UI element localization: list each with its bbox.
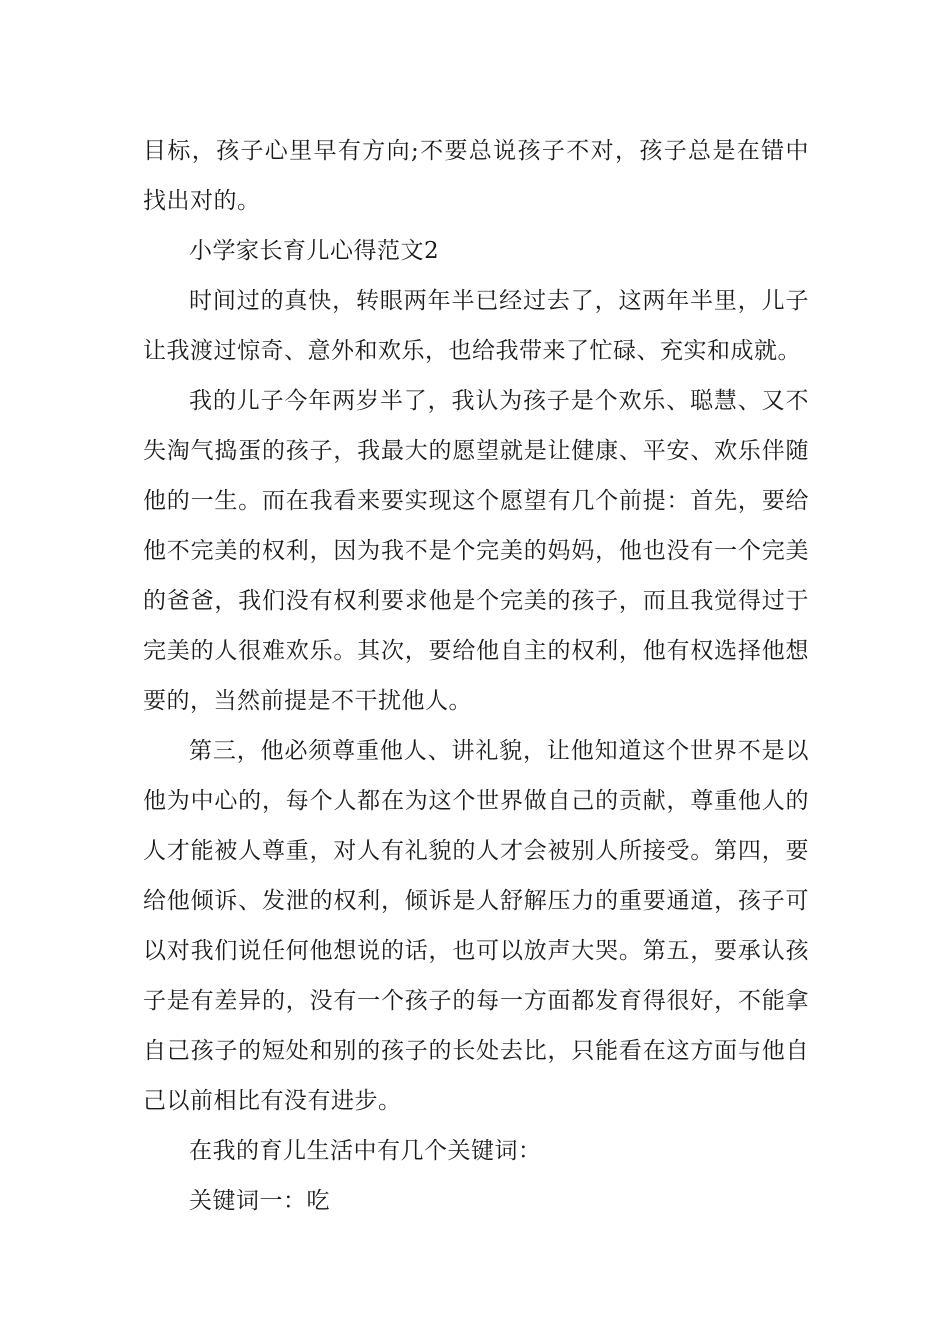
paragraph: 第三，他必须尊重他人、讲礼貌，让他知道这个世界不是以他为中心的，每个人都在为这个世界做自己的贡献，尊重他人的人才能被人尊重，对人有礼貌的人才会被别人所接受。第四，要给他倾诉、发泄的权利，倾诉是人舒解压力的重要通道，孩子可以对我们说任何他想说的话，也可以放声大哭。第五，要承认孩子是有差异的，没有一个孩子的每一方面都发育得很好，不能拿自己孩子的短处和别的孩子的长处去比，只能看在这方面与他自己以前相比有没有进步。 [143, 738, 809, 1114]
paragraph: 我的儿子今年两岁半了，我认为孩子是个欢乐、聪慧、又不失淘气捣蛋的孩子，我最大的愿望就是让健康、平安、欢乐伴随他的一生。而在我看来要实现这个愿望有几个前提：首先，要给他不完美的权利，因为我不是个完美的妈妈，他也没有一个完美的爸爸，我们没有权利要求他是个完美的孩子，而且我觉得过于完美的人很难欢乐。其次，要给他自主的权利，他有权选择他想要的，当然前提是不干扰他人。 [143, 388, 809, 714]
paragraph-continuation: 目标，孩子心里早有方向;不要总说孩子不对，孩子总是在错中找出对的。 [143, 138, 809, 214]
section-heading: 小学家长育儿心得范文2 [189, 238, 440, 264]
paragraph: 在我的育儿生活中有几个关键词： [189, 1138, 542, 1164]
keyword-heading: 关键词一：吃 [189, 1188, 330, 1214]
document-page [143, 126, 809, 1226]
paragraph: 时间过的真快，转眼两年半已经过去了，这两年半里，儿子让我渡过惊奇、意外和欢乐，也给我带来了忙碌、充实和成就。 [143, 288, 809, 364]
